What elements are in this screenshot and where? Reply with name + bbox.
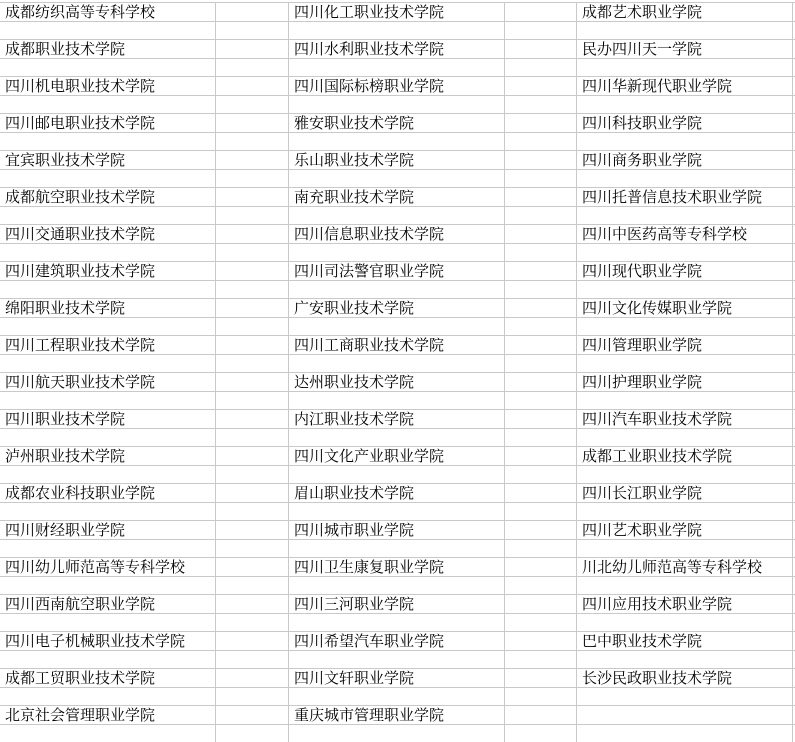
cell-C15[interactable]: 四川司法警官职业学院 xyxy=(289,262,505,281)
cell-B6[interactable] xyxy=(216,96,289,115)
cell-C14[interactable] xyxy=(289,244,505,263)
cell-B5[interactable] xyxy=(216,77,289,96)
cell-B12[interactable] xyxy=(216,207,289,226)
cell-E25[interactable]: 成都工业职业技术学院 xyxy=(577,447,793,466)
cell-E38[interactable] xyxy=(577,688,793,707)
cell-D22[interactable] xyxy=(505,392,577,411)
cell-B11[interactable] xyxy=(216,188,289,207)
cell-D40[interactable] xyxy=(505,725,577,742)
cell-A30[interactable] xyxy=(0,540,216,559)
cell-A39[interactable]: 北京社会管理职业学院 xyxy=(0,706,216,725)
cell-D26[interactable] xyxy=(505,466,577,485)
cell-D4[interactable] xyxy=(505,59,577,78)
cell-E27[interactable]: 四川长江职业学院 xyxy=(577,484,793,503)
cell-B10[interactable] xyxy=(216,170,289,189)
cell-A24[interactable] xyxy=(0,429,216,448)
cell-B21[interactable] xyxy=(216,373,289,392)
cell-C27[interactable]: 眉山职业技术学院 xyxy=(289,484,505,503)
cell-E7[interactable]: 四川科技职业学院 xyxy=(577,114,793,133)
cell-B35[interactable] xyxy=(216,632,289,651)
cell-E11[interactable]: 四川托普信息技术职业学院 xyxy=(577,188,793,207)
cell-B18[interactable] xyxy=(216,318,289,337)
cell-E22[interactable] xyxy=(577,392,793,411)
spreadsheet-grid xyxy=(0,2,795,742)
cell-C11[interactable]: 南充职业技术学院 xyxy=(289,188,505,207)
cell-A11[interactable]: 成都航空职业技术学院 xyxy=(0,188,216,207)
cell-E20[interactable] xyxy=(577,355,793,374)
cell-D14[interactable] xyxy=(505,244,577,263)
cell-D17[interactable] xyxy=(505,299,577,318)
cell-B27[interactable] xyxy=(216,484,289,503)
cell-E34[interactable] xyxy=(577,614,793,633)
cell-D3[interactable] xyxy=(505,40,577,59)
cell-B29[interactable] xyxy=(216,521,289,540)
cell-C40[interactable] xyxy=(289,725,505,742)
cell-B8[interactable] xyxy=(216,133,289,152)
cell-C19[interactable]: 四川工商职业技术学院 xyxy=(289,336,505,355)
cell-C23[interactable]: 内江职业技术学院 xyxy=(289,410,505,429)
cell-E4[interactable] xyxy=(577,59,793,78)
cell-A25[interactable]: 泸州职业技术学院 xyxy=(0,447,216,466)
cell-A17[interactable]: 绵阳职业技术学院 xyxy=(0,299,216,318)
cell-D10[interactable] xyxy=(505,170,577,189)
cell-D21[interactable] xyxy=(505,373,577,392)
cell-E37[interactable]: 长沙民政职业技术学院 xyxy=(577,669,793,688)
cell-C16[interactable] xyxy=(289,281,505,300)
cell-A34[interactable] xyxy=(0,614,216,633)
cell-D36[interactable] xyxy=(505,651,577,670)
cell-D33[interactable] xyxy=(505,595,577,614)
cell-C13[interactable]: 四川信息职业技术学院 xyxy=(289,225,505,244)
cell-A22[interactable] xyxy=(0,392,216,411)
cell-C3[interactable]: 四川水利职业技术学院 xyxy=(289,40,505,59)
cell-A31[interactable]: 四川幼儿师范高等专科学校 xyxy=(0,558,216,577)
cell-A32[interactable] xyxy=(0,577,216,596)
cell-D28[interactable] xyxy=(505,503,577,522)
cell-C17[interactable]: 广安职业技术学院 xyxy=(289,299,505,318)
cell-D38[interactable] xyxy=(505,688,577,707)
cell-B15[interactable] xyxy=(216,262,289,281)
cell-C18[interactable] xyxy=(289,318,505,337)
cell-B31[interactable] xyxy=(216,558,289,577)
cell-E9[interactable]: 四川商务职业学院 xyxy=(577,151,793,170)
cell-B37[interactable] xyxy=(216,669,289,688)
cell-D25[interactable] xyxy=(505,447,577,466)
cell-A2[interactable] xyxy=(0,22,216,41)
cell-A1[interactable]: 成都纺织高等专科学校 xyxy=(0,3,216,22)
cell-E21[interactable]: 四川护理职业学院 xyxy=(577,373,793,392)
cell-C25[interactable]: 四川文化产业职业学院 xyxy=(289,447,505,466)
cell-D13[interactable] xyxy=(505,225,577,244)
cell-C7[interactable]: 雅安职业技术学院 xyxy=(289,114,505,133)
cell-A26[interactable] xyxy=(0,466,216,485)
cell-D35[interactable] xyxy=(505,632,577,651)
cell-E6[interactable] xyxy=(577,96,793,115)
cell-C32[interactable] xyxy=(289,577,505,596)
cell-B33[interactable] xyxy=(216,595,289,614)
cell-B2[interactable] xyxy=(216,22,289,41)
cell-B13[interactable] xyxy=(216,225,289,244)
cell-B25[interactable] xyxy=(216,447,289,466)
cell-A27[interactable]: 成都农业科技职业学院 xyxy=(0,484,216,503)
cell-A6[interactable] xyxy=(0,96,216,115)
cell-C37[interactable]: 四川文轩职业学院 xyxy=(289,669,505,688)
cell-E32[interactable] xyxy=(577,577,793,596)
cell-A16[interactable] xyxy=(0,281,216,300)
cell-E36[interactable] xyxy=(577,651,793,670)
cell-E14[interactable] xyxy=(577,244,793,263)
cell-C8[interactable] xyxy=(289,133,505,152)
cell-E16[interactable] xyxy=(577,281,793,300)
cell-B14[interactable] xyxy=(216,244,289,263)
cell-A9[interactable]: 宜宾职业技术学院 xyxy=(0,151,216,170)
cell-E40[interactable] xyxy=(577,725,793,742)
cell-B22[interactable] xyxy=(216,392,289,411)
cell-D19[interactable] xyxy=(505,336,577,355)
cell-A29[interactable]: 四川财经职业学院 xyxy=(0,521,216,540)
cell-A33[interactable]: 四川西南航空职业学院 xyxy=(0,595,216,614)
cell-E17[interactable]: 四川文化传媒职业学院 xyxy=(577,299,793,318)
cell-C39[interactable]: 重庆城市管理职业学院 xyxy=(289,706,505,725)
cell-E12[interactable] xyxy=(577,207,793,226)
cell-E1[interactable]: 成都艺术职业学院 xyxy=(577,3,793,22)
cell-B40[interactable] xyxy=(216,725,289,742)
cell-C26[interactable] xyxy=(289,466,505,485)
cell-E15[interactable]: 四川现代职业学院 xyxy=(577,262,793,281)
cell-A12[interactable] xyxy=(0,207,216,226)
cell-A38[interactable] xyxy=(0,688,216,707)
cell-C10[interactable] xyxy=(289,170,505,189)
cell-C29[interactable]: 四川城市职业学院 xyxy=(289,521,505,540)
cell-D8[interactable] xyxy=(505,133,577,152)
cell-D15[interactable] xyxy=(505,262,577,281)
cell-D11[interactable] xyxy=(505,188,577,207)
cell-C9[interactable]: 乐山职业技术学院 xyxy=(289,151,505,170)
cell-E5[interactable]: 四川华新现代职业学院 xyxy=(577,77,793,96)
cell-E10[interactable] xyxy=(577,170,793,189)
cell-E3[interactable]: 民办四川天一学院 xyxy=(577,40,793,59)
cell-E31[interactable]: 川北幼儿师范高等专科学校 xyxy=(577,558,793,577)
cell-D34[interactable] xyxy=(505,614,577,633)
cell-D1[interactable] xyxy=(505,3,577,22)
cell-B16[interactable] xyxy=(216,281,289,300)
cell-B1[interactable] xyxy=(216,3,289,22)
cell-A28[interactable] xyxy=(0,503,216,522)
cell-B38[interactable] xyxy=(216,688,289,707)
cell-A18[interactable] xyxy=(0,318,216,337)
cell-D5[interactable] xyxy=(505,77,577,96)
cell-C36[interactable] xyxy=(289,651,505,670)
cell-C28[interactable] xyxy=(289,503,505,522)
cell-C6[interactable] xyxy=(289,96,505,115)
cell-A19[interactable]: 四川工程职业技术学院 xyxy=(0,336,216,355)
cell-A14[interactable] xyxy=(0,244,216,263)
cell-B3[interactable] xyxy=(216,40,289,59)
cell-A13[interactable]: 四川交通职业技术学院 xyxy=(0,225,216,244)
cell-B4[interactable] xyxy=(216,59,289,78)
cell-B34[interactable] xyxy=(216,614,289,633)
cell-A4[interactable] xyxy=(0,59,216,78)
cell-E30[interactable] xyxy=(577,540,793,559)
cell-A36[interactable] xyxy=(0,651,216,670)
cell-B32[interactable] xyxy=(216,577,289,596)
cell-E2[interactable] xyxy=(577,22,793,41)
cell-C4[interactable] xyxy=(289,59,505,78)
cell-A21[interactable]: 四川航天职业技术学院 xyxy=(0,373,216,392)
cell-A40[interactable] xyxy=(0,725,216,742)
cell-C38[interactable] xyxy=(289,688,505,707)
cell-B17[interactable] xyxy=(216,299,289,318)
cell-A5[interactable]: 四川机电职业技术学院 xyxy=(0,77,216,96)
cell-B26[interactable] xyxy=(216,466,289,485)
cell-D32[interactable] xyxy=(505,577,577,596)
cell-B36[interactable] xyxy=(216,651,289,670)
cell-E8[interactable] xyxy=(577,133,793,152)
cell-E33[interactable]: 四川应用技术职业学院 xyxy=(577,595,793,614)
cell-C20[interactable] xyxy=(289,355,505,374)
cell-D12[interactable] xyxy=(505,207,577,226)
cell-D6[interactable] xyxy=(505,96,577,115)
cell-B19[interactable] xyxy=(216,336,289,355)
cell-A37[interactable]: 成都工贸职业技术学院 xyxy=(0,669,216,688)
cell-A10[interactable] xyxy=(0,170,216,189)
cell-C24[interactable] xyxy=(289,429,505,448)
cell-C35[interactable]: 四川希望汽车职业学院 xyxy=(289,632,505,651)
cell-C2[interactable] xyxy=(289,22,505,41)
cell-E29[interactable]: 四川艺术职业学院 xyxy=(577,521,793,540)
cell-D39[interactable] xyxy=(505,706,577,725)
cell-A15[interactable]: 四川建筑职业技术学院 xyxy=(0,262,216,281)
cell-B28[interactable] xyxy=(216,503,289,522)
cell-E26[interactable] xyxy=(577,466,793,485)
cell-C22[interactable] xyxy=(289,392,505,411)
cell-E19[interactable]: 四川管理职业学院 xyxy=(577,336,793,355)
cell-E24[interactable] xyxy=(577,429,793,448)
cell-C31[interactable]: 四川卫生康复职业学院 xyxy=(289,558,505,577)
cell-B20[interactable] xyxy=(216,355,289,374)
cell-C33[interactable]: 四川三河职业学院 xyxy=(289,595,505,614)
cell-B39[interactable] xyxy=(216,706,289,725)
cell-D9[interactable] xyxy=(505,151,577,170)
cell-B24[interactable] xyxy=(216,429,289,448)
cell-D18[interactable] xyxy=(505,318,577,337)
cell-E28[interactable] xyxy=(577,503,793,522)
cell-D16[interactable] xyxy=(505,281,577,300)
cell-A23[interactable]: 四川职业技术学院 xyxy=(0,410,216,429)
cell-B9[interactable] xyxy=(216,151,289,170)
cell-D27[interactable] xyxy=(505,484,577,503)
cell-B30[interactable] xyxy=(216,540,289,559)
cell-B23[interactable] xyxy=(216,410,289,429)
cell-D24[interactable] xyxy=(505,429,577,448)
cell-D37[interactable] xyxy=(505,669,577,688)
cell-E35[interactable]: 巴中职业技术学院 xyxy=(577,632,793,651)
cell-C5[interactable]: 四川国际标榜职业学院 xyxy=(289,77,505,96)
cell-C34[interactable] xyxy=(289,614,505,633)
cell-A7[interactable]: 四川邮电职业技术学院 xyxy=(0,114,216,133)
cell-C12[interactable] xyxy=(289,207,505,226)
cell-C21[interactable]: 达州职业技术学院 xyxy=(289,373,505,392)
cell-E18[interactable] xyxy=(577,318,793,337)
cell-E23[interactable]: 四川汽车职业技术学院 xyxy=(577,410,793,429)
cell-D23[interactable] xyxy=(505,410,577,429)
cell-D2[interactable] xyxy=(505,22,577,41)
cell-A3[interactable]: 成都职业技术学院 xyxy=(0,40,216,59)
cell-B7[interactable] xyxy=(216,114,289,133)
cell-C1[interactable]: 四川化工职业技术学院 xyxy=(289,3,505,22)
cell-A8[interactable] xyxy=(0,133,216,152)
cell-A35[interactable]: 四川电子机械职业技术学院 xyxy=(0,632,216,651)
cell-D20[interactable] xyxy=(505,355,577,374)
cell-C30[interactable] xyxy=(289,540,505,559)
cell-E13[interactable]: 四川中医药高等专科学校 xyxy=(577,225,793,244)
cell-D30[interactable] xyxy=(505,540,577,559)
cell-D7[interactable] xyxy=(505,114,577,133)
cell-D31[interactable] xyxy=(505,558,577,577)
cell-D29[interactable] xyxy=(505,521,577,540)
cell-E39[interactable] xyxy=(577,706,793,725)
cell-A20[interactable] xyxy=(0,355,216,374)
